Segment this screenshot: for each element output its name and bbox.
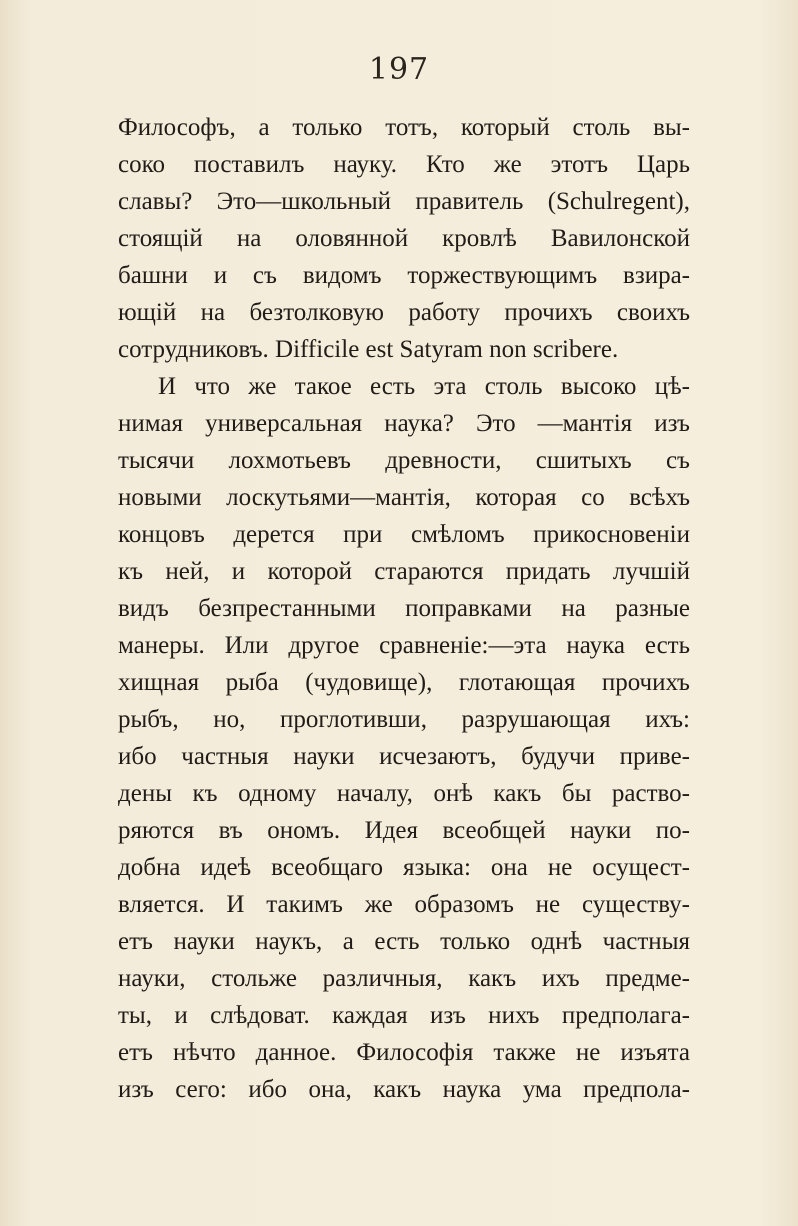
text-line: видъ безпрестанными поправками на разные	[118, 595, 690, 622]
text-line: нимая универсальная наука? Это —мантія изъ	[118, 410, 690, 437]
text-line: ты, и слѣдоват. каждая изъ нихъ предполага-	[118, 1002, 690, 1029]
text-line: славы? Это—школьный правитель (Schulregent),	[118, 188, 690, 215]
text-line: етъ нѣчто данное. Философія также не изъята	[118, 1039, 690, 1066]
text-line: добна идеѣ всеобщаго языка: она не осущест-	[118, 854, 690, 881]
text-line: новыми лоскутьями—мантія, которая со всѣхъ	[118, 484, 690, 511]
text-line: къ ней, и которой стараются придать лучшій	[118, 558, 690, 585]
text-line: етъ науки наукъ, а есть только однѣ частныя	[118, 928, 690, 955]
text-line: манеры. Или другое сравненіе:—эта наука есть	[118, 632, 690, 659]
text-line: дены къ одному началу, онѣ какъ бы раство-	[118, 780, 690, 807]
text-line: башни и съ видомъ торжествующимъ взира-	[118, 262, 690, 289]
text-line: Философъ, а только тотъ, который столь вы-	[118, 114, 690, 141]
page-number: 197	[368, 52, 430, 87]
text-line: вляется. И такимъ же образомъ не существу-	[118, 891, 690, 918]
text-line: стоящій на оловянной кровлѣ Вавилонской	[118, 225, 690, 252]
text-line: тысячи лохмотьевъ древности, сшитыхъ съ	[118, 447, 690, 474]
text-line: науки, стольже различныя, какъ ихъ предме-	[118, 965, 690, 992]
text-line: ибо частныя науки исчезаютъ, будучи приве-	[118, 743, 690, 770]
text-line: сотрудниковъ. Difficile est Satyram non scribere.	[118, 336, 619, 363]
paragraph-first-line: И что же такое есть эта столь высоко цѣ-	[158, 373, 690, 400]
text-line: соко поставилъ науку. Кто же этотъ Царь	[118, 151, 690, 178]
text-line: концовъ дерется при смѣломъ прикосновеніи	[118, 521, 690, 548]
text-line: хищная рыба (чудовище), глотающая прочихъ	[118, 669, 690, 696]
text-line: изъ сего: ибо она, какъ наука ума предпола-	[118, 1076, 690, 1103]
text-line: ющій на безтолковую работу прочихъ своихъ	[118, 299, 690, 326]
text-line: ряются въ ономъ. Идея всеобщей науки по-	[118, 817, 690, 844]
text-line: рыбъ, но, проглотивши, разрушающая ихъ:	[118, 706, 690, 733]
